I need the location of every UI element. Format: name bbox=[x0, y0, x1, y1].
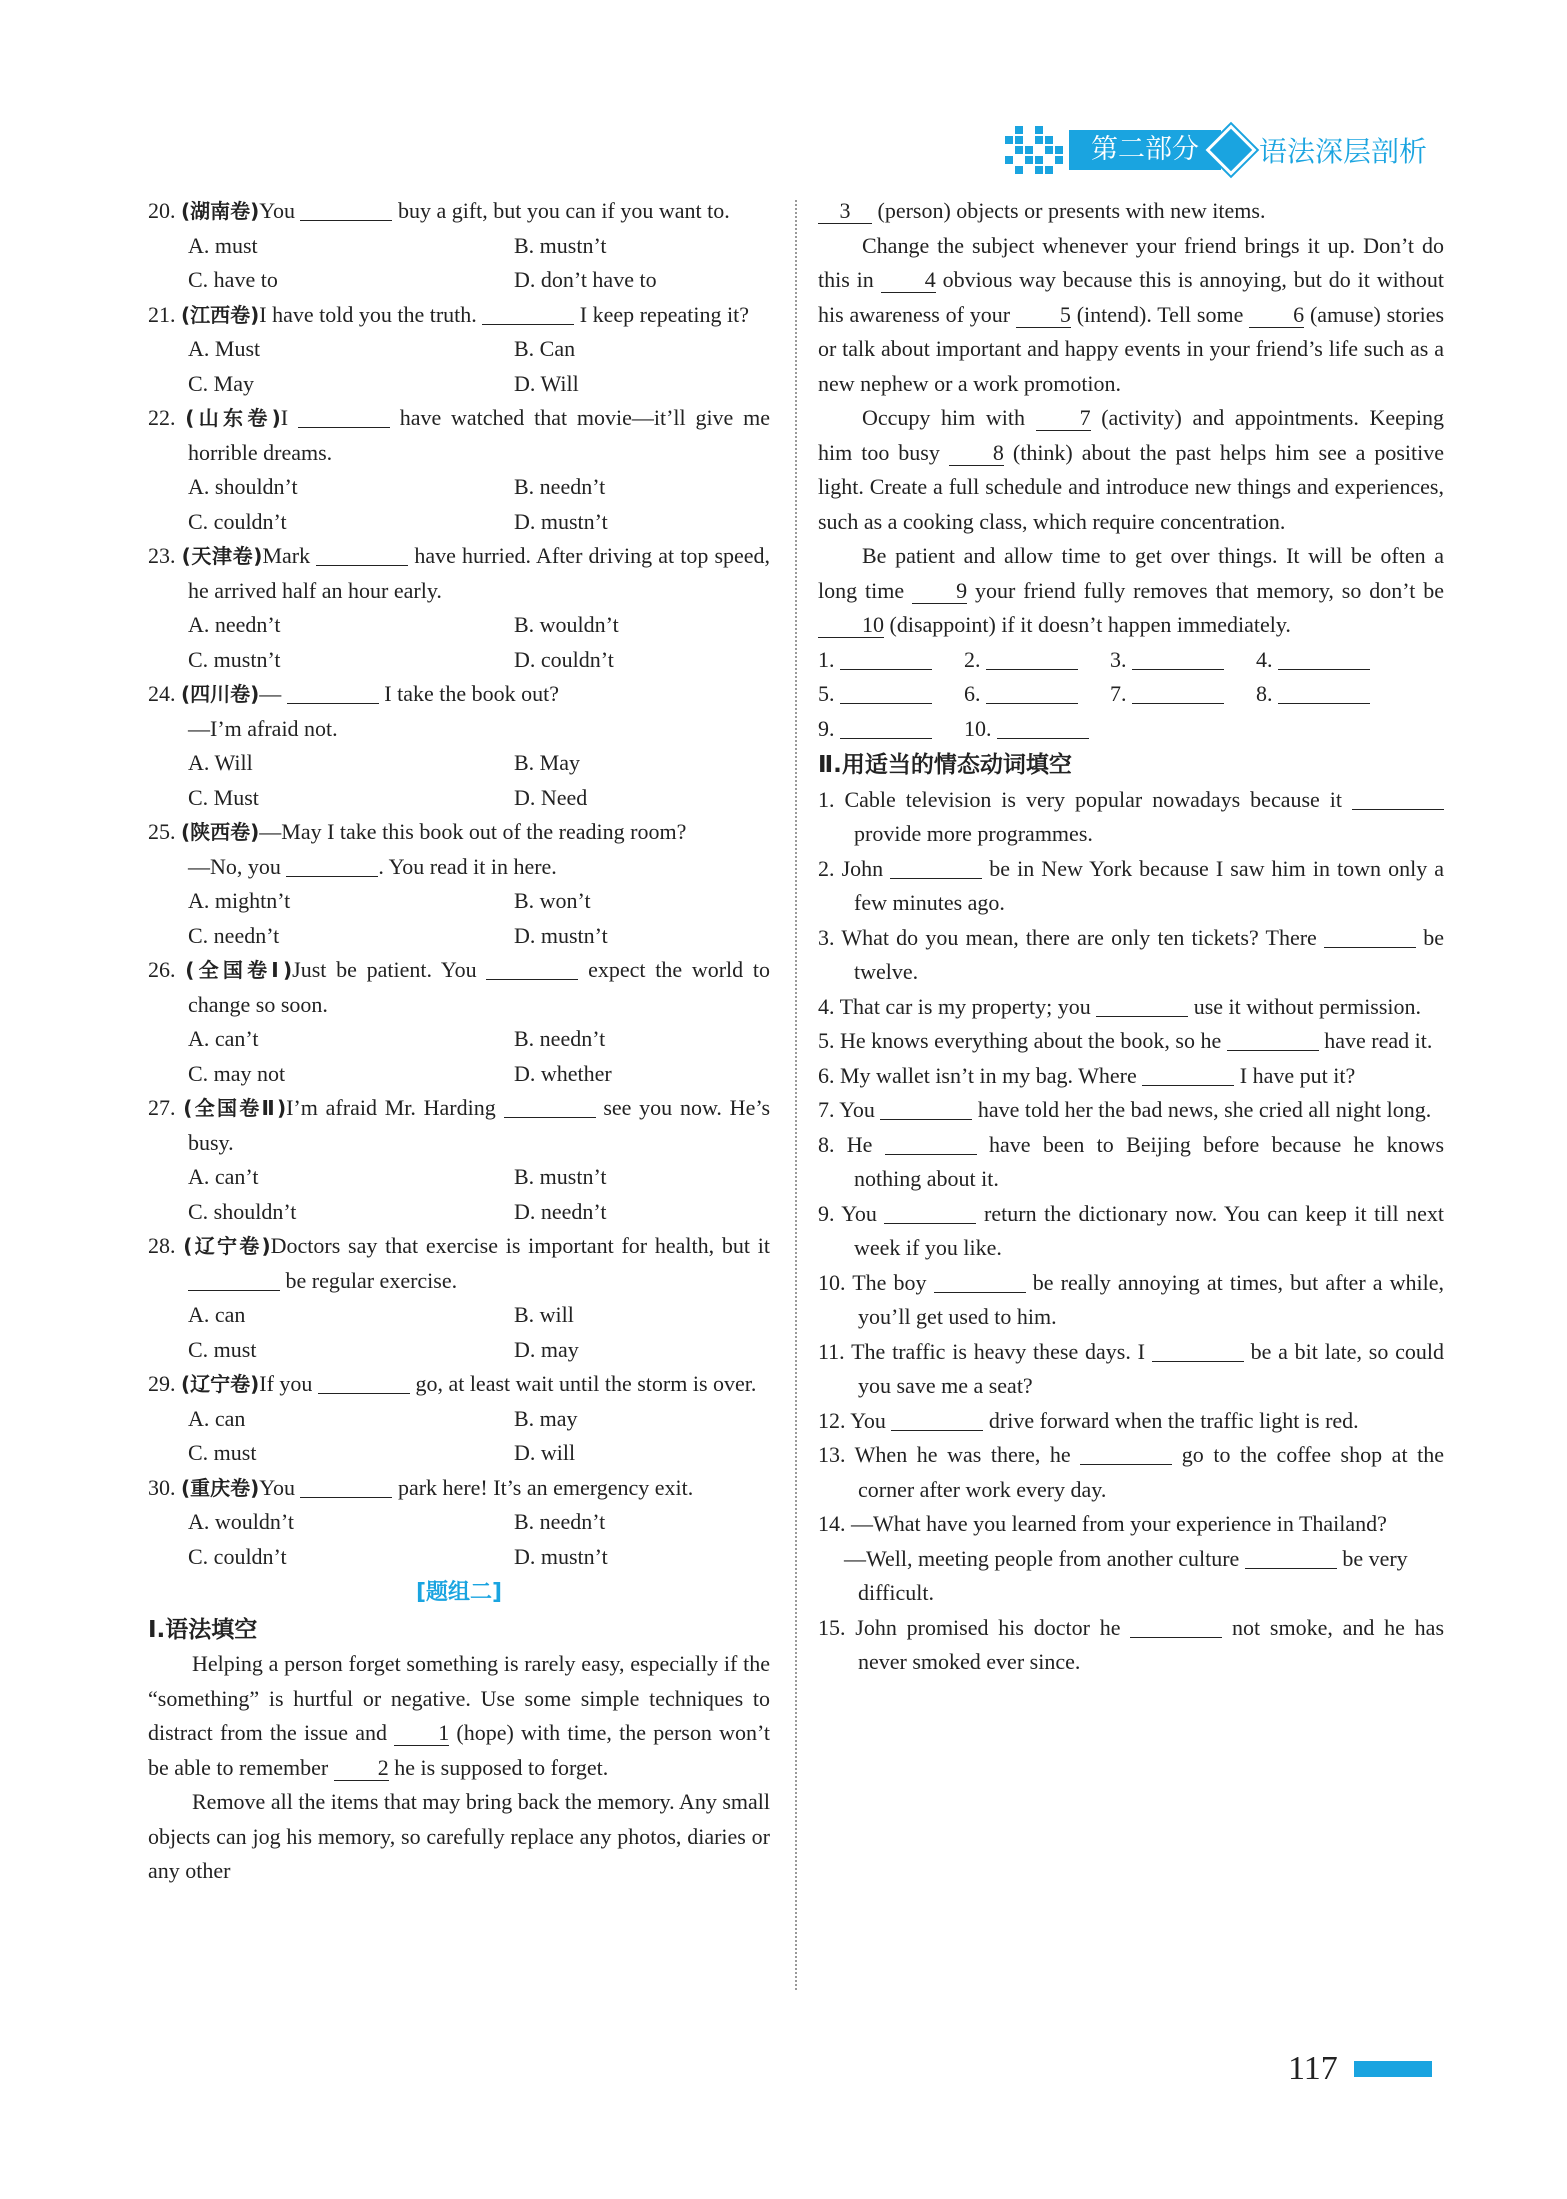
question-text: Doctors say that exercise is important for health, but it bbox=[270, 1233, 771, 1258]
answer-blank[interactable] bbox=[316, 543, 408, 566]
part-title: 语法深层剖析 bbox=[1258, 135, 1427, 168]
question-number: 6. bbox=[818, 1062, 835, 1088]
question-number: 27. bbox=[148, 1095, 176, 1120]
option-item[interactable]: C. mustn’t bbox=[188, 646, 281, 672]
option-item[interactable]: B. may bbox=[514, 1405, 578, 1431]
column-divider bbox=[795, 200, 797, 1990]
question-number: 4. bbox=[818, 993, 835, 1019]
option-list bbox=[148, 884, 770, 953]
mc-question bbox=[148, 298, 770, 402]
answer-blank[interactable] bbox=[504, 1095, 596, 1118]
answer-blank[interactable] bbox=[934, 1270, 1026, 1293]
question-number: 3. bbox=[818, 924, 835, 950]
question-reply: —No, you . You read it in here. bbox=[188, 853, 557, 879]
question-source: (全国卷Ⅱ) bbox=[183, 1096, 287, 1120]
question-text: be in New York because I saw him in town only a few minutes ago. bbox=[854, 855, 1445, 915]
question-text: not smoke, and he has never smoked ever since. bbox=[858, 1614, 1445, 1674]
answer-blank[interactable] bbox=[840, 716, 932, 739]
question-number: 1. bbox=[818, 786, 835, 812]
option-item[interactable]: B. May bbox=[514, 750, 580, 775]
option-list bbox=[148, 746, 770, 815]
option-item[interactable]: D. will bbox=[514, 1440, 576, 1465]
mc-question bbox=[148, 1471, 770, 1575]
question-number: 13. bbox=[818, 1442, 846, 1467]
fill-question bbox=[818, 1438, 1444, 1507]
mc-question bbox=[148, 1229, 770, 1367]
question-text: He knows everything about the book, so he bbox=[840, 1028, 1222, 1053]
option-list bbox=[148, 1022, 770, 1091]
mc-question bbox=[148, 677, 770, 815]
fill-question bbox=[818, 921, 1444, 990]
option-item[interactable]: A. needn’t bbox=[188, 612, 281, 637]
question-text: provide more programmes. bbox=[854, 821, 1093, 846]
fill-question bbox=[818, 1024, 1444, 1059]
option-item[interactable]: A. Will bbox=[188, 750, 253, 775]
question-text: You bbox=[259, 198, 295, 223]
answer-slot: 1. bbox=[818, 643, 964, 678]
option-item[interactable]: C. needn’t bbox=[188, 922, 280, 948]
left-column bbox=[148, 194, 770, 1889]
fill-question bbox=[818, 990, 1444, 1025]
fill-question bbox=[818, 1611, 1444, 1680]
mc-question bbox=[148, 539, 770, 677]
answer-blank[interactable] bbox=[286, 854, 378, 877]
option-item[interactable]: D. whether bbox=[514, 1060, 612, 1086]
option-item[interactable]: C. couldn’t bbox=[188, 508, 287, 534]
passage-blank-5: 5 bbox=[1016, 303, 1071, 328]
part-tab: 第二部分 bbox=[1069, 130, 1221, 170]
answer-blank[interactable] bbox=[1130, 1615, 1222, 1638]
passage-blank-8: 8 bbox=[949, 441, 1004, 466]
answer-blank[interactable] bbox=[840, 681, 932, 704]
question-reply: —Well, meeting people from another culture be very difficult. bbox=[844, 1545, 1408, 1605]
mc-question bbox=[148, 815, 770, 953]
question-text: have watched that movie—it’ll give me horrible dreams. bbox=[188, 405, 770, 465]
question-text: I’m afraid Mr. Harding bbox=[286, 1095, 496, 1120]
mc-question bbox=[148, 194, 770, 298]
answer-blank[interactable] bbox=[840, 647, 932, 670]
fill-question bbox=[818, 1093, 1444, 1128]
question-text: My wallet isn’t in my bag. Where bbox=[840, 1062, 1137, 1088]
question-number: 28. bbox=[148, 1233, 176, 1258]
right-column bbox=[818, 194, 1444, 1680]
option-item[interactable]: D. couldn’t bbox=[514, 646, 614, 672]
answer-blank[interactable] bbox=[1152, 1339, 1244, 1362]
question-source: (天津卷) bbox=[181, 544, 263, 568]
question-source: (江西卷) bbox=[181, 302, 260, 327]
question-source: (湖南卷) bbox=[181, 199, 260, 223]
passage-blank-10: 10 bbox=[818, 613, 884, 638]
option-item[interactable]: D. Will bbox=[514, 370, 579, 396]
question-source: (重庆卷) bbox=[181, 1475, 260, 1500]
option-item[interactable]: C. couldn’t bbox=[188, 1543, 287, 1569]
option-item[interactable]: C. shouldn’t bbox=[188, 1198, 297, 1224]
option-item[interactable]: C. have to bbox=[188, 267, 278, 292]
question-number: 2. bbox=[818, 855, 835, 881]
answer-blank[interactable] bbox=[1352, 787, 1444, 810]
answer-blank[interactable] bbox=[890, 856, 982, 879]
question-source: (山东卷) bbox=[185, 406, 281, 430]
option-item[interactable]: D. mustn’t bbox=[514, 922, 608, 948]
fill-question bbox=[818, 1197, 1444, 1266]
question-text: park here! It’s an emergency exit. bbox=[397, 1474, 694, 1500]
question-text: I take the book out? bbox=[384, 681, 560, 706]
option-item[interactable]: B. mustn’t bbox=[514, 232, 607, 258]
question-number: 25. bbox=[148, 819, 176, 844]
answer-slot: 5. bbox=[818, 677, 964, 712]
question-number: 30. bbox=[148, 1474, 176, 1500]
section2-title: Ⅱ.用适当的情态动词填空 bbox=[818, 752, 1072, 778]
answer-blank[interactable] bbox=[1096, 994, 1188, 1017]
question-text: have told her the bad news, she cried all night long. bbox=[977, 1097, 1432, 1122]
question-number: 20. bbox=[148, 198, 176, 223]
answer-blank[interactable] bbox=[188, 1268, 280, 1291]
section1-title: Ⅰ.语法填空 bbox=[148, 1616, 258, 1643]
passage-blank-7: 7 bbox=[1036, 406, 1091, 431]
question-number: 9. bbox=[818, 1200, 835, 1226]
option-item[interactable]: D. mustn’t bbox=[514, 1543, 608, 1569]
question-text: What do you mean, there are only ten tickets? There bbox=[841, 924, 1317, 950]
mc-question-list bbox=[148, 194, 770, 1574]
answer-blank[interactable] bbox=[1080, 1442, 1172, 1465]
question-text: drive forward when the traffic light is red. bbox=[988, 1407, 1359, 1433]
answer-blank[interactable] bbox=[880, 1097, 972, 1120]
question-number: 15. bbox=[818, 1614, 846, 1640]
question-text: go to the coffee shop at the corner after work every day. bbox=[858, 1442, 1444, 1502]
page-number: 117 bbox=[1288, 2050, 1432, 2088]
answer-slot: 4. bbox=[1256, 643, 1402, 678]
option-item[interactable]: A. can’t bbox=[188, 1026, 259, 1051]
question-number: 5. bbox=[818, 1028, 835, 1053]
question-source: (全国卷Ⅰ) bbox=[185, 958, 293, 982]
page-header bbox=[1005, 124, 1427, 176]
option-list bbox=[148, 470, 770, 539]
question-text: You bbox=[259, 1474, 295, 1500]
option-item[interactable]: A. mightn’t bbox=[188, 888, 291, 913]
question-text: see you now. He’s busy. bbox=[188, 1095, 771, 1155]
question-source: (辽宁卷) bbox=[181, 1372, 260, 1396]
passage-blank-4: 4 bbox=[881, 268, 936, 293]
question-text: John bbox=[841, 855, 884, 881]
question-number: 8. bbox=[818, 1131, 835, 1157]
option-item[interactable]: A. can’t bbox=[188, 1164, 259, 1189]
question-number: 7. bbox=[818, 1097, 835, 1122]
question-text: You bbox=[850, 1407, 886, 1433]
option-list bbox=[148, 1505, 770, 1574]
answer-slot: 9. bbox=[818, 712, 964, 747]
group-label: [题组二] bbox=[415, 1580, 503, 1605]
question-number: 11. bbox=[818, 1338, 845, 1364]
fill-question bbox=[818, 1404, 1444, 1439]
answer-slot: 8. bbox=[1256, 677, 1402, 712]
question-text: expect the world to change so soon. bbox=[188, 957, 770, 1017]
question-text: be really annoying at times, but after a while, you’ll get used to him. bbox=[858, 1269, 1445, 1329]
answer-blank[interactable] bbox=[986, 647, 1078, 670]
question-text: have been to Beijing before because he knows nothing about it. bbox=[854, 1131, 1445, 1191]
question-number: 24. bbox=[148, 681, 176, 706]
option-item[interactable]: B. needn’t bbox=[514, 1026, 606, 1051]
question-number: 22. bbox=[148, 405, 176, 430]
option-item[interactable]: C. must bbox=[188, 1440, 257, 1465]
question-source: (四川卷) bbox=[181, 682, 260, 706]
passage-blank-9: 9 bbox=[912, 579, 967, 604]
question-text: The boy bbox=[852, 1269, 927, 1295]
answer-slot: 3. bbox=[1110, 643, 1256, 678]
answer-blank[interactable] bbox=[298, 405, 390, 428]
option-item[interactable]: C. Must bbox=[188, 784, 259, 810]
answer-slot: 6. bbox=[964, 677, 1110, 712]
question-source: (陕西卷) bbox=[181, 820, 260, 844]
answer-blank[interactable] bbox=[318, 1371, 410, 1394]
option-list bbox=[148, 1298, 770, 1367]
option-item[interactable]: D. don’t have to bbox=[514, 267, 657, 292]
option-list bbox=[148, 1402, 770, 1471]
question-text: I have told you the truth. bbox=[259, 301, 477, 327]
passage-paragraph-4: Occupy him with 7 (activity) and appointments. Keeping him too busy 8 (think) about the past helps him see a positive light. Create a full schedule and introduce new things and experiences, such as a cooking class, which require concentration. bbox=[818, 405, 1445, 534]
option-list bbox=[148, 229, 770, 298]
answer-blank[interactable] bbox=[1278, 647, 1370, 670]
question-text: —What have you learned from your experience in Thailand? bbox=[851, 1511, 1387, 1536]
option-item[interactable]: A. can bbox=[188, 1405, 246, 1431]
passage-blank-6: 6 bbox=[1249, 303, 1304, 328]
option-item[interactable]: D. mustn’t bbox=[514, 508, 608, 534]
answer-grid bbox=[818, 643, 1444, 747]
answer-blank[interactable] bbox=[1227, 1028, 1319, 1051]
answer-blank[interactable] bbox=[1324, 925, 1416, 948]
option-item[interactable]: A. shouldn’t bbox=[188, 474, 298, 499]
question-text: have read it. bbox=[1324, 1028, 1433, 1053]
answer-blank[interactable] bbox=[287, 681, 379, 704]
mc-question bbox=[148, 401, 770, 539]
option-item[interactable]: B. wouldn’t bbox=[514, 612, 619, 637]
option-list bbox=[148, 608, 770, 677]
option-item[interactable]: D. Need bbox=[514, 784, 588, 810]
option-list bbox=[148, 1160, 770, 1229]
option-item[interactable]: D. needn’t bbox=[514, 1198, 607, 1224]
answer-blank[interactable] bbox=[1245, 1546, 1337, 1569]
question-text: Just be patient. You bbox=[292, 957, 477, 982]
question-text: be regular exercise. bbox=[285, 1267, 458, 1293]
question-text: When he was there, he bbox=[854, 1442, 1071, 1467]
answer-blank[interactable] bbox=[1132, 681, 1224, 704]
page-number-bar bbox=[1354, 2061, 1432, 2077]
answer-blank[interactable] bbox=[1132, 647, 1224, 670]
option-item[interactable]: A. wouldn’t bbox=[188, 1509, 294, 1534]
option-item[interactable]: C. may not bbox=[188, 1060, 286, 1086]
question-text: —May I take this book out of the reading room? bbox=[259, 819, 687, 844]
answer-blank[interactable] bbox=[885, 1132, 977, 1155]
passage-paragraph-2-cont: 3 (person) objects or presents with new items. bbox=[818, 194, 1444, 229]
answer-blank[interactable] bbox=[300, 1475, 392, 1498]
answer-blank[interactable] bbox=[1278, 681, 1370, 704]
answer-blank[interactable] bbox=[884, 1201, 976, 1224]
answer-blank[interactable] bbox=[300, 198, 392, 221]
question-text: If you bbox=[259, 1371, 313, 1396]
question-text: use it without permission. bbox=[1193, 993, 1422, 1019]
question-number: 21. bbox=[148, 301, 176, 327]
option-item[interactable]: B. needn’t bbox=[514, 474, 606, 499]
option-item[interactable]: A. Must bbox=[188, 336, 261, 361]
option-item[interactable]: C. must bbox=[188, 1336, 257, 1362]
answer-blank[interactable] bbox=[997, 716, 1089, 739]
question-text: I keep repeating it? bbox=[579, 301, 749, 327]
question-text: John promised his doctor he bbox=[855, 1614, 1121, 1640]
mc-question bbox=[148, 1091, 770, 1229]
answer-blank[interactable] bbox=[891, 1408, 983, 1431]
answer-slot: 2. bbox=[964, 643, 1110, 678]
question-number: 10. bbox=[818, 1269, 846, 1295]
question-text: Cable television is very popular nowadays because it bbox=[844, 786, 1343, 812]
question-text: buy a gift, but you can if you want to. bbox=[397, 198, 730, 223]
fill-question bbox=[818, 1128, 1444, 1197]
question-text: Mark bbox=[262, 543, 311, 568]
question-number: 23. bbox=[148, 543, 176, 568]
question-text: be twelve. bbox=[854, 924, 1444, 984]
mosaic-icon bbox=[1005, 126, 1063, 174]
option-list bbox=[148, 332, 770, 401]
question-number: 14. bbox=[818, 1511, 846, 1536]
option-item[interactable]: B. will bbox=[514, 1302, 574, 1327]
question-text: I bbox=[280, 405, 289, 430]
question-text: return the dictionary now. You can keep it till next week if you like. bbox=[854, 1200, 1445, 1260]
question-number: 26. bbox=[148, 957, 176, 982]
passage-blank-2: 2 bbox=[334, 1756, 389, 1781]
question-text: — bbox=[259, 681, 282, 706]
option-item[interactable]: A. can bbox=[188, 1302, 246, 1327]
question-number: 12. bbox=[818, 1407, 846, 1433]
fill-question bbox=[818, 1266, 1444, 1335]
answer-blank[interactable] bbox=[986, 681, 1078, 704]
question-text: He bbox=[846, 1131, 873, 1157]
option-item[interactable]: B. needn’t bbox=[514, 1509, 606, 1534]
option-item[interactable]: B. won’t bbox=[514, 888, 591, 913]
fill-question bbox=[818, 1507, 1444, 1611]
mc-question bbox=[148, 1367, 770, 1471]
option-item[interactable]: B. mustn’t bbox=[514, 1164, 607, 1189]
answer-slot: 7. bbox=[1110, 677, 1256, 712]
question-text: That car is my property; you bbox=[839, 993, 1091, 1019]
question-text: I have put it? bbox=[1239, 1062, 1356, 1088]
question-source: (辽宁卷) bbox=[183, 1234, 271, 1258]
passage-blank-3: 3 bbox=[818, 199, 872, 224]
question-text: have hurried. After driving at top speed, he arrived half an hour early. bbox=[188, 543, 771, 603]
question-text: You bbox=[841, 1200, 877, 1226]
question-number: 29. bbox=[148, 1371, 176, 1396]
question-text: The traffic is heavy these days. I bbox=[851, 1338, 1145, 1364]
option-item[interactable]: C. May bbox=[188, 370, 254, 396]
answer-blank[interactable] bbox=[1142, 1063, 1234, 1086]
question-text: go, at least wait until the storm is over. bbox=[415, 1371, 757, 1396]
answer-blank[interactable] bbox=[486, 957, 578, 980]
question-text: be a bit late, so could you save me a seat? bbox=[858, 1338, 1444, 1398]
passage-paragraph-5: Be patient and allow time to get over things. It will be often a long time 9 your friend fully removes that memory, so don’t be 10 (disappoint) if it doesn’t happen immediately. bbox=[818, 543, 1445, 637]
fill-question-list bbox=[818, 783, 1444, 1680]
passage-paragraph-3: Change the subject whenever your friend brings it up. Don’t do this in 4 obvious way because this is annoying, but do it without his awareness of your 5 (intend). Tell some 6 (amuse) stories or talk about important and happy events in your friend’s life such as a new nephew or a work promotion. bbox=[818, 232, 1445, 396]
answer-blank[interactable] bbox=[482, 302, 574, 325]
passage-paragraph-2-start: Remove all the items that may bring back the memory. Any small objects can jog his memory, so carefully replace any photos, diaries or any other bbox=[148, 1789, 770, 1883]
option-item[interactable]: A. must bbox=[188, 232, 258, 258]
fill-question bbox=[818, 1335, 1444, 1404]
option-item[interactable]: B. Can bbox=[514, 336, 576, 361]
passage-paragraph-1: Helping a person forget something is rarely easy, especially if the “something” is hurtful or negative. Use some simple techniques to distract from the issue and 1 (hope) with time, the person won’t be able to remember 2 he is supposed to forget. bbox=[148, 1651, 770, 1780]
fill-question bbox=[818, 783, 1444, 852]
question-reply: —I’m afraid not. bbox=[188, 715, 338, 741]
question-text: You bbox=[839, 1097, 875, 1122]
option-item[interactable]: D. may bbox=[514, 1336, 579, 1362]
fill-question bbox=[818, 852, 1444, 921]
answer-slot: 10. bbox=[964, 712, 1110, 747]
fill-question bbox=[818, 1059, 1444, 1094]
passage-blank-1: 1 bbox=[394, 1721, 449, 1746]
mc-question bbox=[148, 953, 770, 1091]
